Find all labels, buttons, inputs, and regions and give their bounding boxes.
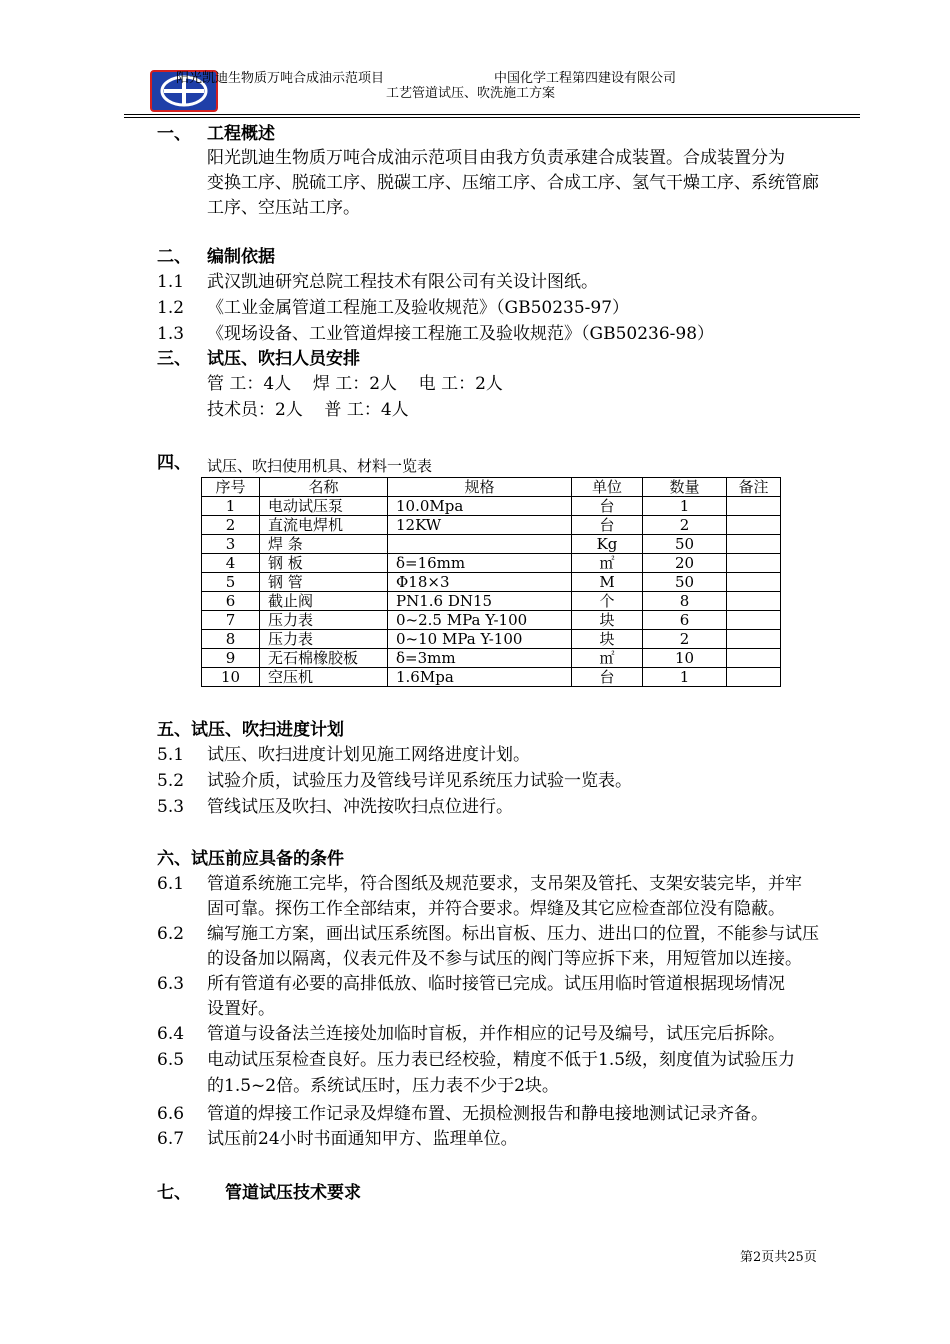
s3-number: 三、 [157, 349, 191, 369]
s1-number: 一、 [157, 124, 191, 144]
cell-qty: 2 [643, 516, 727, 535]
cell-seq: 5 [202, 573, 260, 592]
header-company: 中国化学工程第四建设有限公司 [494, 71, 677, 86]
table-row [202, 668, 781, 687]
s2-number: 二、 [157, 247, 191, 267]
s2-item-num: 1.2 [157, 298, 185, 318]
s1-line-2: 变换工序、脱硫工序、脱碳工序、压缩工序、合成工序、氢气干燥工序、系统管廊 [207, 173, 819, 193]
cell-name: 电动试压泵 [260, 497, 388, 516]
cell-seq: 2 [202, 516, 260, 535]
col-header: 数量 [643, 478, 727, 497]
cell-unit: 台 [572, 668, 643, 687]
s6-item-line: 设置好。 [207, 999, 275, 1019]
table-row [202, 649, 781, 668]
cell-spec [388, 535, 572, 554]
table-row [202, 630, 781, 649]
col-header: 单位 [572, 478, 643, 497]
materials-table [201, 477, 781, 687]
s7-number: 七、 [157, 1183, 191, 1203]
col-header: 序号 [202, 478, 260, 497]
col-header: 规格 [388, 478, 572, 497]
cell-note [727, 554, 781, 573]
cell-spec: δ=16mm [388, 554, 572, 573]
cell-seq: 8 [202, 630, 260, 649]
cell-qty: 1 [643, 497, 727, 516]
s7-title: 管道试压技术要求 [225, 1183, 361, 1203]
s5-item-num: 5.2 [157, 771, 185, 791]
table-row [202, 554, 781, 573]
s6-item-num: 6.5 [157, 1050, 185, 1070]
cell-name: 焊 条 [260, 535, 388, 554]
cell-spec: 12KW [388, 516, 572, 535]
table-header-row [202, 478, 781, 497]
cell-spec: PN1.6 DN15 [388, 592, 572, 611]
cell-qty: 8 [643, 592, 727, 611]
cell-qty: 50 [643, 535, 727, 554]
s4-title: 试压、吹扫使用机具、材料一览表 [207, 457, 433, 475]
col-header: 名称 [260, 478, 388, 497]
s1-line-3: 工序、空压站工序。 [207, 198, 360, 218]
cell-unit: 个 [572, 592, 643, 611]
s6-item-num: 6.7 [157, 1129, 185, 1149]
s6-item-num: 6.6 [157, 1104, 185, 1124]
s6-item-line: 管道的焊接工作记录及焊缝布置、无损检测报告和静电接地测试记录齐备。 [207, 1104, 768, 1124]
cell-note [727, 497, 781, 516]
s6-item-num: 6.1 [157, 874, 185, 894]
s5-item-num: 5.1 [157, 745, 185, 765]
cell-name: 直流电焊机 [260, 516, 388, 535]
cell-seq: 4 [202, 554, 260, 573]
header-rule [124, 114, 860, 115]
table-row [202, 516, 781, 535]
s2-item-num: 1.3 [157, 324, 185, 344]
s1-line-1: 阳光凯迪生物质万吨合成油示范项目由我方负责承建合成装置。合成装置分为 [207, 148, 785, 168]
cell-spec: 10.0Mpa [388, 497, 572, 516]
cell-unit: 台 [572, 497, 643, 516]
table-row [202, 535, 781, 554]
cell-spec: δ=3mm [388, 649, 572, 668]
cell-qty: 20 [643, 554, 727, 573]
cell-name: 截止阀 [260, 592, 388, 611]
table-row [202, 611, 781, 630]
s2-title: 编制依据 [207, 247, 275, 267]
cell-seq: 1 [202, 497, 260, 516]
cell-unit: 台 [572, 516, 643, 535]
cell-unit: ㎡ [572, 554, 643, 573]
table-row [202, 592, 781, 611]
s3-title: 试压、吹扫人员安排 [207, 349, 360, 369]
s5-item-text: 试压、吹扫进度计划见施工网络进度计划。 [207, 745, 530, 765]
cell-seq: 9 [202, 649, 260, 668]
cell-unit: ㎡ [572, 649, 643, 668]
cell-unit: 块 [572, 630, 643, 649]
cell-note [727, 535, 781, 554]
cell-qty: 10 [643, 649, 727, 668]
cell-qty: 6 [643, 611, 727, 630]
s6-item-line: 编写施工方案，画出试压系统图。标出盲板、压力、进出口的位置，不能参与试压 [207, 924, 819, 944]
cell-note [727, 516, 781, 535]
table-row [202, 573, 781, 592]
s6-item-line: 管道与设备法兰连接处加临时盲板，并作相应的记号及编号，试压完后拆除。 [207, 1024, 785, 1044]
col-header: 备注 [727, 478, 781, 497]
cell-seq: 7 [202, 611, 260, 630]
page-number: 第2页共25页 [740, 1250, 817, 1265]
s6-item-line: 电动试压泵检查良好。压力表已经校验，精度不低于1.5级，刻度值为试验压力 [207, 1050, 796, 1070]
cell-name: 空压机 [260, 668, 388, 687]
s1-title: 工程概述 [207, 124, 275, 144]
cell-name: 压力表 [260, 630, 388, 649]
s5-item-num: 5.3 [157, 797, 185, 817]
s6-item-num: 6.2 [157, 924, 185, 944]
s6-item-line: 固可靠。探伤工作全部结束，并符合要求。焊缝及其它应检查部位没有隐蔽。 [207, 899, 785, 919]
s2-item-text: 武汉凯迪研究总院工程技术有限公司有关设计图纸。 [207, 272, 598, 292]
cell-seq: 10 [202, 668, 260, 687]
cell-unit: M [572, 573, 643, 592]
cell-name: 无石棉橡胶板 [260, 649, 388, 668]
cell-unit: 块 [572, 611, 643, 630]
s5-title: 五、试压、吹扫进度计划 [157, 720, 344, 740]
s2-item-num: 1.1 [157, 272, 185, 292]
s3-staff-row-1: 管 工：4人 焊 工：2人 电 工：2人 [207, 374, 503, 394]
cell-note [727, 573, 781, 592]
s5-item-text: 管线试压及吹扫、冲洗按吹扫点位进行。 [207, 797, 513, 817]
cell-note [727, 649, 781, 668]
cell-seq: 3 [202, 535, 260, 554]
table-row [202, 497, 781, 516]
cell-name: 钢 管 [260, 573, 388, 592]
cell-name: 钢 板 [260, 554, 388, 573]
s2-item-text: 《现场设备、工业管道焊接工程施工及验收规范》（GB50236-98） [207, 324, 715, 344]
cell-spec: 0~2.5 MPa Y-100 [388, 611, 572, 630]
header-doc-title: 工艺管道试压、吹洗施工方案 [386, 86, 556, 101]
cell-spec: Φ18×3 [388, 573, 572, 592]
cell-spec: 1.6Mpa [388, 668, 572, 687]
cell-qty: 50 [643, 573, 727, 592]
header-rule-thin [124, 117, 860, 118]
cell-note [727, 630, 781, 649]
s6-item-line: 试压前24小时书面通知甲方、监理单位。 [207, 1129, 518, 1149]
cell-qty: 2 [643, 630, 727, 649]
s4-number: 四、 [157, 453, 191, 473]
cell-qty: 1 [643, 668, 727, 687]
cell-unit: Kg [572, 535, 643, 554]
cell-note [727, 592, 781, 611]
cell-note [727, 668, 781, 687]
s6-item-num: 6.4 [157, 1024, 185, 1044]
s2-item-text: 《工业金属管道工程施工及验收规范》（GB50235-97） [207, 298, 630, 318]
s6-title: 六、试压前应具备的条件 [157, 849, 344, 869]
s6-item-line: 的1.5~2倍。系统试压时，压力表不少于2块。 [207, 1076, 559, 1096]
cell-note [727, 611, 781, 630]
s6-item-line: 的设备加以隔离，仪表元件及不参与试压的阀门等应拆下来，用短管加以连接。 [207, 949, 802, 969]
header-project: 阳光凯迪生物质万吨合成油示范项目 [176, 71, 385, 86]
s6-item-line: 所有管道有必要的高排低放、临时接管已完成。试压用临时管道根据现场情况 [207, 974, 785, 994]
cell-seq: 6 [202, 592, 260, 611]
cell-spec: 0~10 MPa Y-100 [388, 630, 572, 649]
s6-item-num: 6.3 [157, 974, 185, 994]
s6-item-line: 管道系统施工完毕，符合图纸及规范要求，支吊架及管托、支架安装完毕，并牢 [207, 874, 802, 894]
cell-name: 压力表 [260, 611, 388, 630]
s3-staff-row-2: 技术员：2人 普 工：4人 [207, 400, 409, 420]
s5-item-text: 试验介质，试验压力及管线号详见系统压力试验一览表。 [207, 771, 632, 791]
